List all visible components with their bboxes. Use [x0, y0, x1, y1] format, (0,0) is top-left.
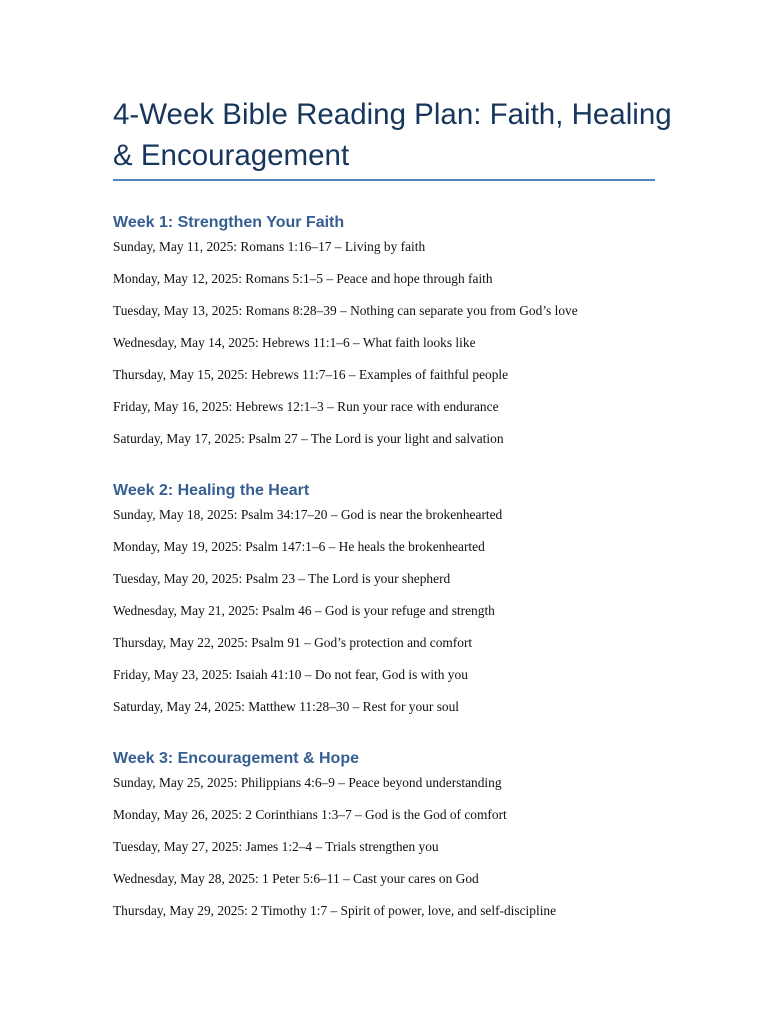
reading-entry: Monday, May 26, 2025: 2 Corinthians 1:3–7 – God is the God of comfort [113, 807, 507, 822]
reading-entry: Tuesday, May 27, 2025: James 1:2–4 – Trials strengthen you [113, 839, 439, 854]
reading-entry: Friday, May 16, 2025: Hebrews 12:1–3 – Run your race with endurance [113, 399, 499, 414]
reading-entry: Saturday, May 17, 2025: Psalm 27 – The Lord is your light and salvation [113, 431, 504, 446]
reading-entry: Saturday, May 24, 2025: Matthew 11:28–30 – Rest for your soul [113, 699, 460, 714]
reading-entry: Thursday, May 29, 2025: 2 Timothy 1:7 – Spirit of power, love, and self-discipline [113, 903, 557, 918]
reading-entry: Wednesday, May 14, 2025: Hebrews 11:1–6 – What faith looks like [113, 335, 476, 350]
reading-entry: Sunday, May 18, 2025: Psalm 34:17–20 – God is near the brokenhearted [113, 507, 503, 522]
reading-entry: Sunday, May 25, 2025: Philippians 4:6–9 – Peace beyond understanding [113, 775, 502, 790]
reading-entry: Monday, May 19, 2025: Psalm 147:1–6 – He heals the brokenhearted [113, 539, 485, 554]
reading-entry: Wednesday, May 21, 2025: Psalm 46 – God is your refuge and strength [113, 603, 495, 618]
reading-entry: Friday, May 23, 2025: Isaiah 41:10 – Do not fear, God is with you [113, 667, 468, 682]
reading-entry: Tuesday, May 20, 2025: Psalm 23 – The Lord is your shepherd [113, 571, 451, 586]
reading-entry: Sunday, May 11, 2025: Romans 1:16–17 – Living by faith [113, 239, 426, 254]
week-1-heading: Week 1: Strengthen Your Faith [113, 214, 345, 231]
document-title: 4-Week Bible Reading Plan: Faith, Healing & Encouragement [113, 98, 672, 172]
reading-entry: Thursday, May 22, 2025: Psalm 91 – God’s protection and comfort [113, 635, 473, 650]
week-3-heading: Week 3: Encouragement & Hope [113, 750, 359, 767]
week-2-heading: Week 2: Healing the Heart [113, 482, 310, 499]
reading-entry: Tuesday, May 13, 2025: Romans 8:28–39 – Nothing can separate you from God’s love [113, 303, 578, 318]
reading-entry: Monday, May 12, 2025: Romans 5:1–5 – Peace and hope through faith [113, 271, 493, 286]
reading-entry: Wednesday, May 28, 2025: 1 Peter 5:6–11 – Cast your cares on God [113, 871, 479, 886]
title-underline-rule [113, 179, 655, 181]
reading-entry: Thursday, May 15, 2025: Hebrews 11:7–16 – Examples of faithful people [113, 367, 509, 382]
